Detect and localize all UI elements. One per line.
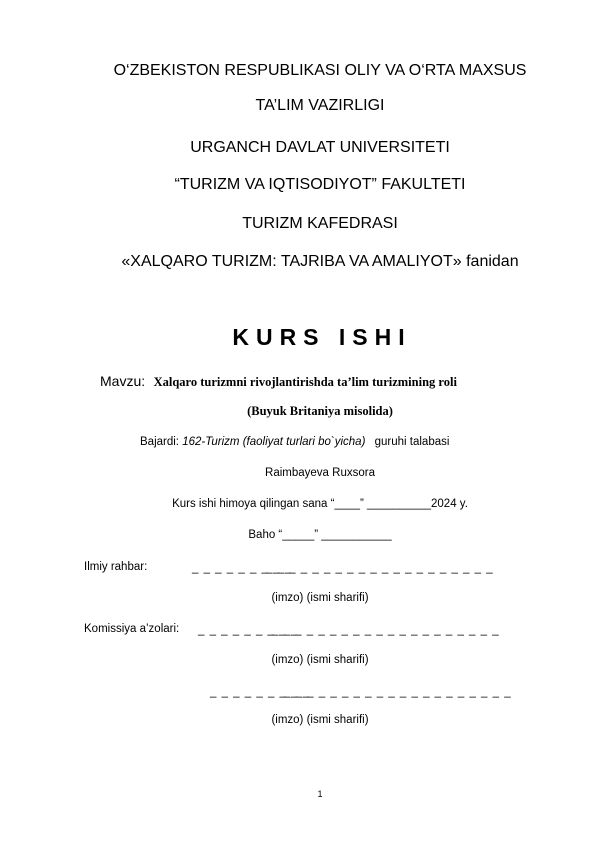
commission-caption-2: (imzo) (ismi sharifi) — [271, 714, 369, 726]
faculty-name: “TURIZM VA IQTISODIYOT” FAKULTETI — [174, 176, 466, 193]
supervisor-name-line: _ _ _ _ _ _ _ _ _ _ _ _ _ _ _ _ _ _ _ _ — [266, 562, 494, 574]
topic-subtitle: (Buyuk Britaniya misolida) — [247, 404, 393, 418]
ministry-heading-line1: O‘ZBEKISTON RESPUBLIKASI OLIY VA O‘RTA MAXSUS — [113, 62, 527, 79]
university-name: URGANCH DAVLAT UNIVERSITETI — [190, 139, 450, 156]
course-subject: «XALQARO TURIZM: TAJRIBA VA AMALIYOT» fanidan — [121, 253, 519, 270]
commission-name-line-2: _ _ _ _ _ _ _ _ _ _ _ _ _ _ _ _ _ _ _ _ — [284, 686, 512, 698]
supervisor-caption: (imzo) (ismi sharifi) — [271, 592, 369, 604]
supervisor-label: Ilmiy rahbar: — [84, 561, 148, 573]
commission-caption: (imzo) (ismi sharifi) — [271, 654, 369, 666]
page-title: KURS ISHI — [232, 324, 412, 350]
commission-name-line: _ _ _ _ _ _ _ _ _ _ _ _ _ _ _ _ _ _ _ _ — [272, 624, 500, 636]
topic-value: Xalqaro turizmni rivojlantirishda ta’lim turizmining roli — [153, 375, 457, 389]
commission-signature-line-2: _ _ _ _ _ _ _ _ _ — [210, 686, 311, 698]
author-suffix: guruhi talabasi — [374, 436, 450, 448]
author-line — [140, 436, 449, 448]
topic-label: Mavzu: — [100, 373, 146, 389]
author-prefix: Bajardi: — [140, 436, 179, 448]
ministry-heading-line2: TA’LIM VAZIRLIGI — [255, 97, 385, 114]
commission-label: Komissiya a’zolari: — [84, 623, 180, 635]
topic-line — [100, 373, 457, 391]
department-name: TURIZM KAFEDRASI — [242, 215, 398, 232]
defense-date-line: Kurs ishi himoya qilingan sana “____” __________2024 y. — [172, 498, 468, 510]
page-number: 1 — [317, 789, 323, 799]
grade-line: Baho “_____” ___________ — [248, 529, 392, 541]
commission-signature-line: _ _ _ _ _ _ _ _ _ — [198, 624, 299, 636]
author-name: Raimbayeva Ruxsora — [265, 467, 375, 479]
author-group: 162-Turizm (faoliyat turlari bo`yicha) — [182, 436, 366, 448]
supervisor-signature-line: _ _ _ _ _ _ _ _ _ — [192, 562, 293, 574]
